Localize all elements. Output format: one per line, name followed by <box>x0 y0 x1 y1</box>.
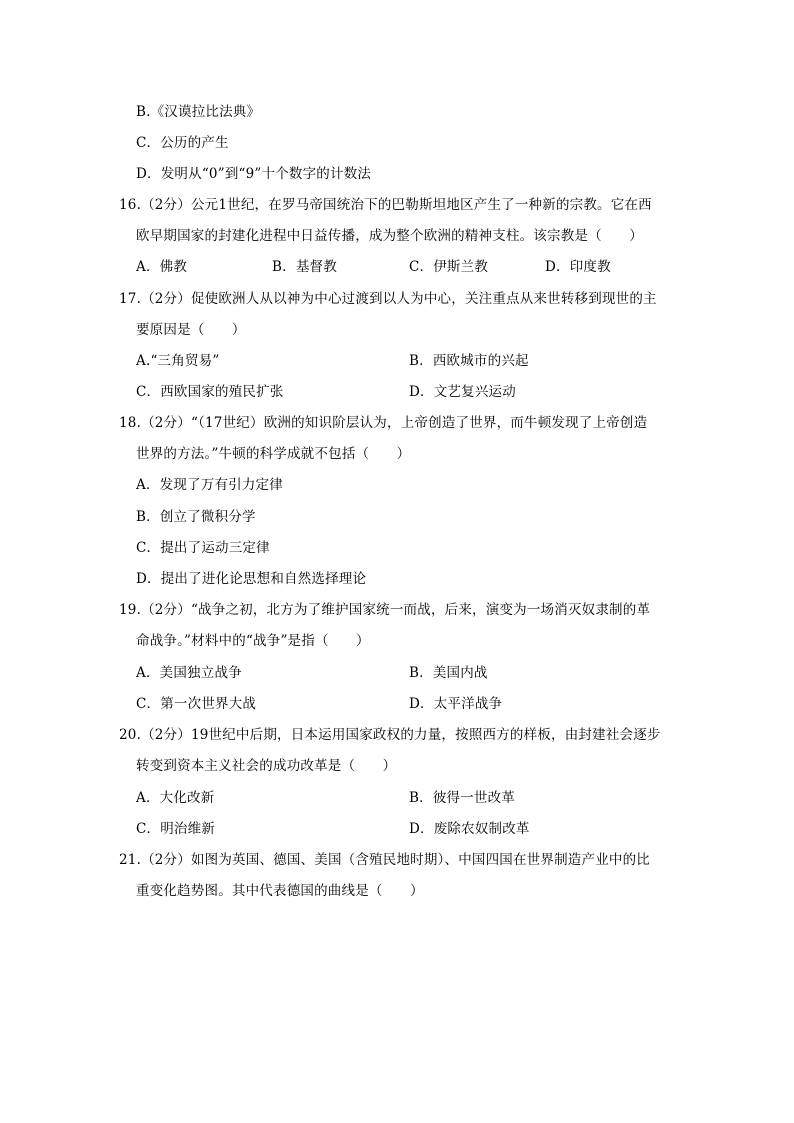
q15-option-d: D．发明从“0”到“9”十个数字的计数法 <box>136 166 372 182</box>
q17-option-b: B．西欧城市的兴起 <box>409 353 529 369</box>
q20-option-c: C．明治维新 <box>136 821 216 837</box>
q18-option-d: D．提出了进化论思想和自然选择理论 <box>136 571 367 587</box>
q20-option-a: A．大化改新 <box>136 790 215 806</box>
q15-option-b: B.《汉谟拉比法典》 <box>136 104 261 120</box>
q15-option-c: C．公历的产生 <box>136 135 229 151</box>
q16-option-b: B．基督教 <box>272 259 337 275</box>
q18-option-b: B．创立了微积分学 <box>136 509 256 525</box>
q17-stem-line-1: 17.（2分）促使欧洲人从以神为中心过渡到以人为中心，关注重点从来世转移到现世的主 <box>119 291 657 307</box>
q19-option-a: A．美国独立战争 <box>136 665 242 681</box>
q19-stem-line-1: 19.（2分）“战争之初，北方为了维护国家统一而战，后来，演变为一场消灭奴隶制的革 <box>119 602 651 618</box>
q18-stem-line-1: 18.（2分）“（17世纪）欧洲的知识阶层认为，上帝创造了世界，而牛顿发现了上帝创造 <box>119 415 648 431</box>
q17-option-c: C．西欧国家的殖民扩张 <box>136 384 284 400</box>
q18-option-a: A．发现了万有引力定律 <box>136 477 283 493</box>
q20-option-d: D．废除农奴制改革 <box>409 821 530 837</box>
q16-option-a: A．佛教 <box>136 259 188 275</box>
q18-stem-line-2: 世界的方法。”牛顿的科学成就不包括（ ） <box>136 446 411 462</box>
q19-stem-line-2: 命战争。”材料中的“战争”是指（ ） <box>136 633 370 649</box>
q20-stem-line-1: 20.（2分）19世纪中后期，日本运用国家政权的力量，按照西方的样板，由封建社会逐步 <box>119 727 661 743</box>
q19-option-b: B．美国内战 <box>409 665 488 681</box>
q16-option-c: C．伊斯兰教 <box>409 259 489 275</box>
q21-stem-line-1: 21.（2分）如图为英国、德国、美国（含殖民地时期）、中国四国在世界制造产业中的比 <box>119 852 651 868</box>
q20-stem-line-2: 转变到资本主义社会的成功改革是（ ） <box>136 758 397 774</box>
q20-option-b: B．彼得一世改革 <box>409 790 516 806</box>
q17-option-d: D．文艺复兴运动 <box>409 384 516 400</box>
q16-option-d: D．印度教 <box>545 259 611 275</box>
q17-option-a: A.“三角贸易” <box>136 353 220 369</box>
q17-stem-line-2: 要原因是（ ） <box>136 322 246 338</box>
q18-option-c: C．提出了运动三定律 <box>136 540 270 556</box>
q16-stem-line-2: 欧早期国家的封建化进程中日益传播，成为整个欧洲的精神支柱。该宗教是（ ） <box>136 228 643 244</box>
q19-option-d: D．太平洋战争 <box>409 696 503 712</box>
q16-stem-line-1: 16.（2分）公元1世纪，在罗马帝国统治下的巴勒斯坦地区产生了一种新的宗教。它在西 <box>119 197 652 213</box>
q21-stem-line-2: 重变化趋势图。其中代表德国的曲线是（ ） <box>136 883 424 899</box>
q19-option-c: C．第一次世界大战 <box>136 696 257 712</box>
